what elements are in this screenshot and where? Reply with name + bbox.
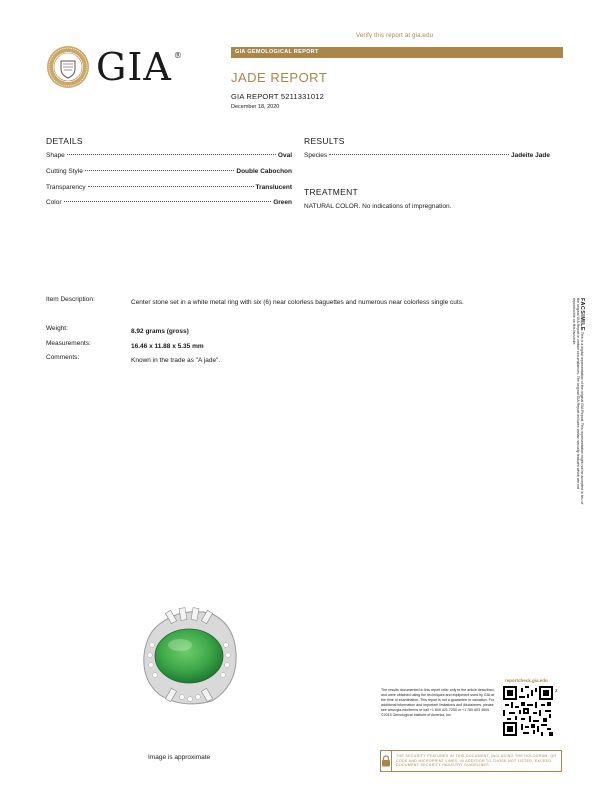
- comments: Comments: Known in the trade as "A jade".: [46, 354, 221, 364]
- lock-icon: [381, 751, 392, 771]
- detail-row-cutting-style: Cutting Style Double Cabochon: [46, 168, 292, 175]
- report-title: JADE REPORT: [231, 70, 328, 85]
- image-caption: Image is approximate: [148, 754, 211, 761]
- measurements: Measurements: 16.46 x 11.88 x 5.35 mm: [46, 340, 204, 350]
- qr-number: 2: [555, 688, 558, 693]
- result-row-species: Species Jadeite Jade: [304, 152, 550, 159]
- gia-logo: [46, 45, 181, 89]
- reportcheck-link[interactable]: reportcheck.gia.edu: [505, 678, 548, 683]
- verify-link[interactable]: Verify this report at gia.edu: [356, 33, 434, 39]
- item-description: Item Description: Center stone set in a white metal ring with six (6) near colorless baguettes and numerous near colorless single cuts.: [46, 296, 464, 306]
- report-number: GIA REPORT 5211331012: [231, 92, 325, 101]
- report-banner: GIA GEMOLOGICAL REPORT: [231, 47, 563, 58]
- security-notice: [380, 750, 562, 772]
- weight: Weight: 8.92 grams (gross): [46, 325, 189, 335]
- fine-print: The results documented in this report refer only to the article described, and were obtained using the techniques and equipment used by GIA at the time of examination. This report is not a guarantee or valuation. For additional information and important limitations and disclaimers, please see www.gia.edu/terms or call +1 800 421 7250 or +1 760 603 4500. ©2015 Gemological Institute of America, Inc.: [381, 688, 495, 717]
- security-text: THE SECURITY FEATURES IN THIS DOCUMENT, INCLUDING THE HOLOGRAM, QR CODE AND MICROPRINT LINES, IN ADDITION TO THOSE NOT LISTED, EXCEED DOCUMENT SECURITY INDUSTRY GUIDELINES.: [396, 754, 557, 768]
- treatment-text: NATURAL COLOR. No indications of impregnation.: [304, 203, 452, 210]
- results-heading: RESULTS: [304, 136, 345, 146]
- qr-code-icon[interactable]: [503, 686, 553, 736]
- detail-row-color: Color Green: [46, 199, 292, 206]
- details-heading: DETAILS: [46, 136, 83, 146]
- detail-row-shape: Shape Oval: [46, 152, 292, 159]
- gia-seal-icon: [46, 45, 90, 89]
- treatment-heading: TREATMENT: [304, 187, 359, 197]
- gia-wordmark: GIA ®: [96, 45, 183, 89]
- detail-row-transparency: Transparency Translucent: [46, 184, 292, 191]
- jade-ring-image: [138, 605, 240, 709]
- facsimile-notice: FACSIMILE This is a digital representation of the original GIA Report. This representation might not be accepted in lieu of the original GIA Report in certain circumstances. The original GIA Report includes certain security features which are not reproducible on this facsimile.: [571, 298, 585, 505]
- report-date: December 18, 2020: [231, 104, 280, 110]
